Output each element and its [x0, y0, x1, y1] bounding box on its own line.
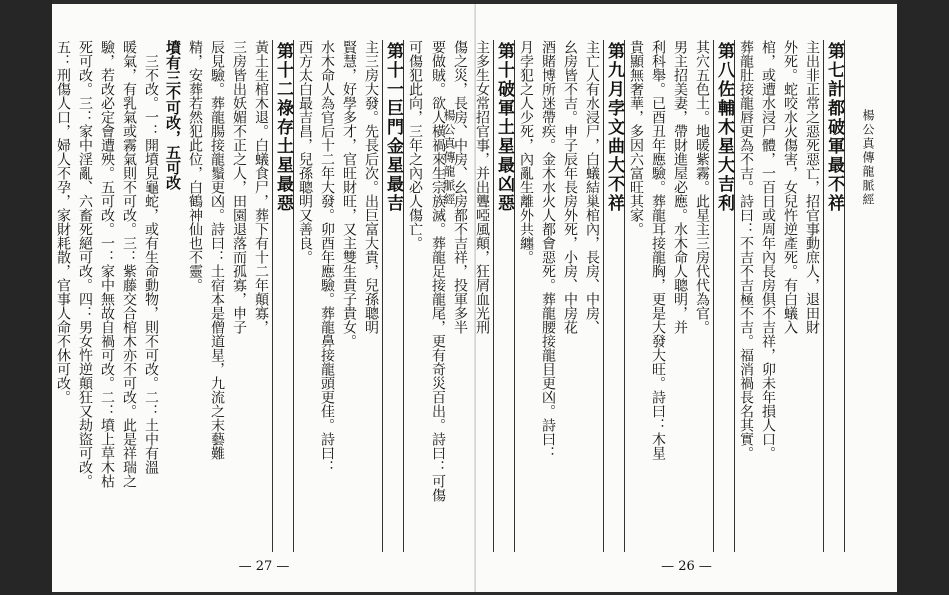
left-text-column: 三房皆出妖媚不正之人，田園退落而孤寡，申子 — [231, 40, 247, 334]
left-running-header: 楊公真傳龍脈經 — [442, 109, 456, 207]
right-section-title: 第十破軍土星最凶惡 — [493, 40, 515, 552]
right-text-column: 葬龍肚接龍唇更為不吉。詩曰：不吉不吉極不吉。福消禍長名其實。 — [738, 40, 754, 460]
right-text-column: 酒賭博所迷帶疾。金木水火人都會惡死。葬龍腰接龍目更凶。詩曰： — [540, 40, 556, 460]
left-section-title: 第十二祿存土星最惡 — [272, 40, 294, 552]
left-text-column: 黃土生棺木退。白蟻食尸，葬下有十二年顛寡， — [253, 40, 269, 334]
left-text-column: 三不改。一：開墳見龜蛇，或有生命動物，則不可改。二：土中有溫 — [143, 54, 159, 474]
left-section-title: 第十一巨門金星最吉 — [382, 40, 404, 552]
right-section-title: 第八佐輔木星大吉利 — [713, 40, 735, 552]
left-page-number: — 27 — — [238, 559, 290, 574]
right-text-column: 男主招美妻，帶財進屋必應。水木命人聰明，并 — [672, 40, 688, 334]
left-text-column: 賢慧，好學多才，官旺財旺，又主雙生貴子貴女。 — [341, 40, 357, 348]
left-text-column: 五：刑傷人口，婦人不孕，家財耗散，官事人命不休可改。 — [55, 40, 71, 404]
right-text-column: 棺，或遭水浸尸體，一百日或周年內長房俱不吉祥，卯未年損人口。 — [760, 40, 776, 460]
left-text-column: 暖氣，有乳氣或霧氣則不可改。三：紫藤交合棺木亦不可改。此是祥瑞之 — [121, 40, 137, 488]
right-text-column: 月孛犯之人少死，內亂生離外共纏。 — [518, 40, 534, 264]
right-text-column: 主亡人有水浸尸，白蟻結巢棺內，長房、中房、 — [584, 40, 600, 334]
left-page-text — [55, 40, 426, 552]
left-text-column: 主三房大發。先長后次。出巨富大貴，兒孫聰明 — [363, 40, 379, 334]
left-text-column: 水木命人為官后十二年大發。卯酉年應驗。葬龍鼻接龍頭更佳。詩曰： — [319, 40, 335, 474]
right-text-column: 主出非正常之惡死惡亡，招官事動庶人，退田財 — [804, 40, 820, 334]
right-text-column: 要做賊。欲人橫禍來生宗族滅。葬龍足接龍尾，更有奇災百出。詩曰：可傷 — [430, 40, 446, 502]
scanner-edge-right — [897, 0, 949, 595]
right-text-column: 外死。蛇咬水火傷害，女兒忤逆產死。有白蟻入 — [782, 40, 798, 334]
right-text-column: 幺房皆不吉。申子辰年長房外死，小房、中房花 — [562, 40, 578, 334]
left-page — [52, 4, 476, 592]
right-page — [430, 4, 897, 592]
left-section-heading: 墳有三不可改，五可改 — [164, 40, 182, 190]
left-text-column: 精，安葬若然犯此位，白鶴神仙也不靈。 — [187, 40, 203, 292]
left-text-column: 辰見驗。葬龍腸接龍鬚更凶。詩曰：土宿本是僧道星，九流之末藝難 — [209, 40, 225, 460]
left-text-column: 可傷犯此向，三年之內必人傷亡。 — [407, 40, 423, 250]
left-text-column: 驗，若改必定會遭殃。五可改。一：家中無故自禍可改。二：墳上草木枯 — [99, 40, 115, 488]
right-text-column: 傷之災，長房、中房、幺房都不吉祥，投軍多半 — [452, 40, 468, 334]
right-text-column: 利科舉。已酉丑年應驗。葬龍耳接龍胸，更是大發大旺。詩曰：木星 — [650, 40, 666, 460]
right-section-title: 第七計都破軍最不祥 — [823, 40, 845, 552]
scanner-edge-left — [0, 0, 52, 595]
right-running-header: 楊公真傳龍脈經 — [861, 109, 875, 207]
right-text-column: 貴顯無奢華，多因六富旺其家。 — [628, 40, 644, 236]
right-text-column: 其穴五色土。地暖紫霧。此星主三房代代為官。 — [694, 40, 710, 334]
right-section-title: 第九月孛文曲大不祥 — [603, 40, 625, 552]
right-page-number: — 26 — — [661, 559, 712, 574]
right-text-column: 主多生女常招官事，并出聾啞風顛，狂屑血光刑 — [474, 40, 490, 334]
left-text-column: 死可改。三：家中淫亂、六畜死絕可改。四：男女忤逆顛狂又劫盜可改。 — [77, 40, 93, 488]
left-text-column: 西方太白最吉昌，兒孫聰明又善良。 — [297, 40, 313, 264]
